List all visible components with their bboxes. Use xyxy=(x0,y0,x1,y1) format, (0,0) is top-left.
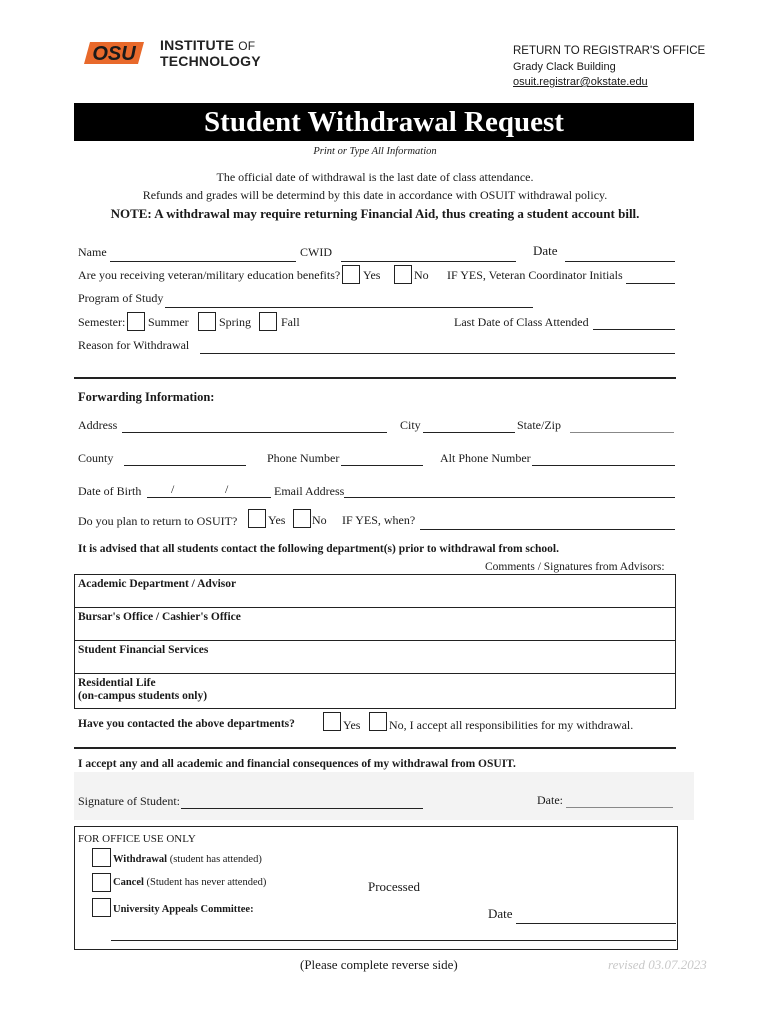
advice-text: It is advised that all students contact the following department(s) prior to withdrawal from school. xyxy=(78,543,559,555)
spring-checkbox[interactable] xyxy=(198,312,216,331)
reason-label: Reason for Withdrawal xyxy=(78,338,190,352)
cancel-option xyxy=(113,877,266,888)
return-no-label: No xyxy=(312,513,327,527)
cwid-label: CWID xyxy=(300,245,332,259)
cancel-checkbox[interactable] xyxy=(92,873,111,892)
office-date-field[interactable] xyxy=(516,923,676,924)
alt-phone-label: Alt Phone Number xyxy=(440,451,531,465)
state-zip-label: State/Zip xyxy=(517,418,561,432)
name-label: Name xyxy=(78,245,107,259)
office-heading: FOR OFFICE USE ONLY xyxy=(78,833,196,845)
city-field[interactable] xyxy=(423,432,515,433)
semester-label: Semester: xyxy=(78,315,126,329)
withdrawal-note: (student has attended) xyxy=(167,854,262,865)
advisor-row-label: Residential Life (on-campus students only) xyxy=(78,677,208,702)
veteran-yes-label: Yes xyxy=(363,268,381,282)
veteran-question: Are you receiving veteran/military education benefits? xyxy=(78,268,341,282)
cancel-note: (Student has never attended) xyxy=(143,877,267,888)
logo-line2: TECHNOLOGY xyxy=(160,53,261,69)
page-title: Student Withdrawal Request xyxy=(204,106,564,138)
date-field[interactable] xyxy=(565,261,675,262)
veteran-no-checkbox[interactable] xyxy=(394,265,412,284)
phone-field[interactable] xyxy=(341,465,423,466)
section-divider xyxy=(74,747,676,749)
appeals-label: University Appeals Committee: xyxy=(113,904,254,915)
dob-separator-2: / xyxy=(225,482,229,496)
intro-line2: Refunds and grades will be determind by this date in accordance with OSUIT withdrawal policy. xyxy=(142,188,608,202)
contacted-yes-checkbox[interactable] xyxy=(323,712,341,731)
osu-logo xyxy=(80,36,148,70)
advisor-row[interactable] xyxy=(75,674,675,708)
contacted-no-checkbox[interactable] xyxy=(369,712,387,731)
signature-field[interactable] xyxy=(181,808,423,809)
forwarding-heading: Forwarding Information: xyxy=(78,390,215,404)
last-date-field[interactable] xyxy=(593,329,675,330)
appeals-checkbox[interactable] xyxy=(92,898,111,917)
office-notes-line[interactable] xyxy=(111,940,676,941)
address-label: Address xyxy=(78,418,118,432)
dob-separator-1: / xyxy=(171,482,175,496)
state-zip-field[interactable] xyxy=(570,432,674,433)
revision-date: revised 03.07.2023 xyxy=(608,957,707,972)
summer-label: Summer xyxy=(148,315,189,329)
contacted-question: Have you contacted the above departments? xyxy=(78,718,295,730)
office-use-box xyxy=(74,826,678,950)
date-label: Date xyxy=(533,243,558,258)
intro-note: NOTE: A withdrawal may require returning Financial Aid, thus creating a student account bill. xyxy=(110,206,640,221)
institute-logo-text xyxy=(160,38,261,69)
registrar-email-link[interactable]: osuit.registrar@okstate.edu xyxy=(513,76,648,88)
county-field[interactable] xyxy=(124,465,246,466)
address-field[interactable] xyxy=(122,432,387,433)
advisor-row[interactable] xyxy=(75,608,675,641)
return-no-checkbox[interactable] xyxy=(293,509,311,528)
title-bar xyxy=(74,103,694,141)
comments-label: Comments / Signatures from Advisors: xyxy=(485,561,665,573)
section-divider xyxy=(74,377,676,379)
building-text: Grady Clack Building xyxy=(513,61,616,73)
return-to-text: RETURN TO REGISTRAR'S OFFICE xyxy=(513,45,706,57)
withdrawal-checkbox[interactable] xyxy=(92,848,111,867)
advisor-row-label: Student Financial Services xyxy=(78,644,209,656)
return-when-field[interactable] xyxy=(420,529,675,530)
return-question: Do you plan to return to OSUIT? xyxy=(78,514,238,528)
last-date-label: Last Date of Class Attended xyxy=(454,315,589,329)
withdrawal-label: Withdrawal xyxy=(113,854,168,865)
county-label: County xyxy=(78,451,114,465)
cancel-label: Cancel xyxy=(113,877,144,888)
alt-phone-field[interactable] xyxy=(532,465,675,466)
email-field[interactable] xyxy=(344,497,675,498)
sign-date-field[interactable] xyxy=(566,807,673,808)
logo-mark-text: OSU xyxy=(92,43,136,65)
veteran-no-label: No xyxy=(414,268,429,282)
signature-label: Signature of Student: xyxy=(78,794,180,808)
return-when-label: IF YES, when? xyxy=(342,513,416,527)
contacted-yes-label: Yes xyxy=(343,718,361,732)
withdrawal-option xyxy=(113,854,262,865)
logo-line1: INSTITUTE xyxy=(160,37,235,53)
veteran-initials-label: IF YES, Veteran Coordinator Initials xyxy=(447,268,623,282)
processed-label: Processed xyxy=(368,879,420,894)
summer-checkbox[interactable] xyxy=(127,312,145,331)
return-yes-checkbox[interactable] xyxy=(248,509,266,528)
city-label: City xyxy=(400,418,421,432)
name-field[interactable] xyxy=(110,261,296,262)
acceptance-statement: I accept any and all academic and financial consequences of my withdrawal from OSUIT. xyxy=(78,758,516,770)
advisor-table xyxy=(74,574,676,709)
program-field[interactable] xyxy=(165,307,533,308)
advisor-row-label: Bursar's Office / Cashier's Office xyxy=(78,611,241,623)
program-label: Program of Study xyxy=(78,291,164,305)
phone-label: Phone Number xyxy=(267,451,340,465)
dob-label: Date of Birth xyxy=(78,484,142,498)
reverse-side-note: (Please complete reverse side) xyxy=(300,957,458,972)
intro-line1: The official date of withdrawal is the last date of class attendance. xyxy=(216,170,534,184)
dob-field[interactable] xyxy=(147,497,271,498)
return-yes-label: Yes xyxy=(268,513,286,527)
contacted-no-label: No, I accept all responsibilities for my withdrawal. xyxy=(389,718,634,732)
advisor-row-label: Academic Department / Advisor xyxy=(78,578,237,590)
spring-label: Spring xyxy=(219,315,252,329)
advisor-row[interactable] xyxy=(75,641,675,674)
veteran-yes-checkbox[interactable] xyxy=(342,265,360,284)
veteran-initials-field[interactable] xyxy=(626,283,675,284)
logo-of: OF xyxy=(238,39,256,53)
fall-label: Fall xyxy=(281,315,300,329)
reason-field[interactable] xyxy=(200,353,675,354)
office-date-label: Date xyxy=(488,906,513,921)
advisor-row[interactable] xyxy=(75,575,675,608)
sign-date-label: Date: xyxy=(537,793,563,807)
fall-checkbox[interactable] xyxy=(259,312,277,331)
subtitle: Print or Type All Information xyxy=(313,146,437,157)
cwid-field[interactable] xyxy=(341,261,516,262)
email-label: Email Address xyxy=(274,484,345,498)
